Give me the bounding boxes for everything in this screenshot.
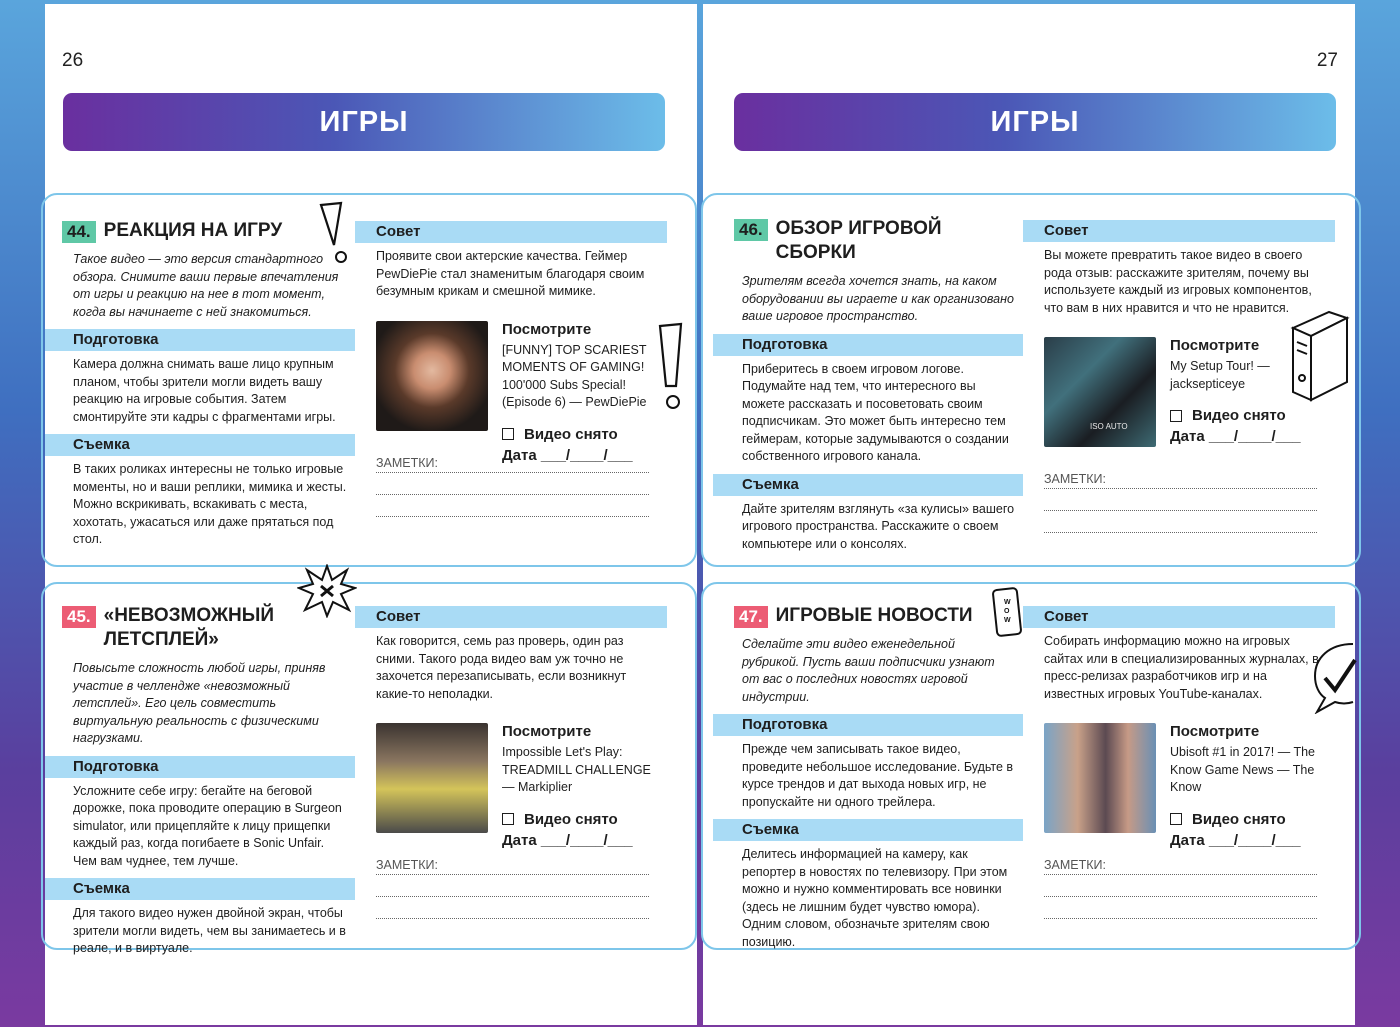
video-done-label: Видео снято bbox=[524, 425, 618, 443]
shoot-text: Делитесь информацией на камеру, как репортер в новостях по телевизору. При этом можно и нужно комментировать все новинки (здесь не лишним будет чувство юмора). Одним словом, обозначьте зрителям свою позицию. bbox=[742, 847, 1008, 949]
exclamation-icon bbox=[657, 322, 687, 414]
shoot-header: Съемка bbox=[713, 819, 1023, 841]
notes-label: ЗАМЕТКИ: bbox=[1044, 858, 1110, 872]
video-done-checkbox[interactable] bbox=[502, 426, 664, 443]
watch-title: Посмотрите bbox=[502, 723, 592, 740]
tip-header: Совет bbox=[1023, 220, 1335, 242]
watch-title: Посмотрите bbox=[1170, 337, 1260, 354]
video-done-label: Видео снято bbox=[524, 810, 618, 828]
checkbox-icon[interactable] bbox=[1170, 410, 1182, 422]
page-number-right: 27 bbox=[1316, 50, 1338, 71]
notes-label: ЗАМЕТКИ: bbox=[376, 456, 442, 470]
shoot-header: Съемка bbox=[45, 434, 355, 456]
card-intro: Зрителям всегда хочется знать, на каком оборудовании вы играете и как организовано ваше игровое пространство. bbox=[742, 274, 1014, 323]
card-title: ИГРОВЫЕ НОВОСТИ bbox=[775, 605, 973, 626]
video-thumbnail bbox=[1044, 337, 1156, 447]
watch-text: Impossible Let's Play: TREADMILL CHALLENGE — Markiplier bbox=[502, 745, 651, 794]
card-intro: Повысьте сложность любой игры, приняв участие в челлендже «невозможный летсплей». Его цель совместить виртуальную реальность с физическими нагрузками. bbox=[73, 661, 326, 745]
shoot-header: Съемка bbox=[45, 878, 355, 900]
checkbox-icon[interactable] bbox=[1170, 813, 1182, 825]
prep-header: Подготовка bbox=[45, 329, 355, 351]
card-46 bbox=[713, 217, 1335, 557]
prep-text: Прежде чем записывать такое видео, проведите небольшое исследование. Будьте в курсе трендов и дат выхода новых игр, не пропускайте ни одного трейлера. bbox=[742, 742, 1014, 809]
explosion-icon bbox=[297, 564, 357, 618]
video-thumbnail bbox=[376, 723, 488, 833]
tip-text: Проявите свои актерские качества. Геймер PewDiePie стал знаменитым благодаря своим безумным крикам и смешной мимике. bbox=[376, 249, 645, 298]
video-done-label: Видео снято bbox=[1192, 407, 1286, 424]
card-47 bbox=[713, 604, 1335, 949]
checkbox-icon[interactable] bbox=[502, 428, 514, 440]
video-thumbnail bbox=[1044, 723, 1156, 833]
tip-text: Вы можете превратить такое видео в своего рода отзыв: расскажите зрителям, почему вы используете каждый из игровых компонентов, что вам в них нравится и что не нравится. bbox=[1044, 248, 1312, 315]
card-45 bbox=[45, 604, 667, 955]
thumbnail-overlay-text: ISO AUTO bbox=[1090, 422, 1128, 431]
tip-header: Совет bbox=[355, 221, 667, 243]
shoot-text: Для такого видео нужен двойной экран, чтобы зрители могли видеть, чем вы занимаетесь и в реале, и в виртуале. bbox=[73, 906, 346, 955]
prep-header: Подготовка bbox=[45, 756, 355, 778]
page-number-left: 26 bbox=[62, 50, 84, 71]
svg-text:W: W bbox=[1004, 617, 1011, 624]
watch-title: Посмотрите bbox=[502, 320, 592, 338]
card-number: 47. bbox=[734, 606, 768, 628]
card-number: 46. bbox=[734, 219, 768, 241]
exclamation-icon bbox=[317, 201, 351, 265]
date-line: Дата ___/____/___ bbox=[502, 446, 633, 464]
notes-block bbox=[355, 853, 667, 919]
watch-text: My Setup Tour! — jacksepticeye bbox=[1170, 359, 1270, 391]
tip-header: Совет bbox=[1023, 606, 1335, 628]
section-banner-left: ИГРЫ bbox=[63, 93, 665, 151]
tip-text: Собирать информацию можно на игровых сайтах или в специализированных журналах, в пресс-релизах разработчиков игр и на известных игровых YouTube-каналах. bbox=[1044, 634, 1319, 701]
video-done-checkbox[interactable] bbox=[1170, 407, 1332, 424]
watch-text: Ubisoft #1 in 2017! — The Know Game News — The Know bbox=[1170, 745, 1315, 794]
card-intro: Такое видео — это версия стандартного обзора. Снимите ваши первые впечатления от игры и реакцию на нее в тот момент, когда вы начинаете с ней знакомиться. bbox=[73, 252, 339, 319]
date-line: Дата ___/____/___ bbox=[502, 831, 633, 849]
svg-text:W: W bbox=[1004, 599, 1011, 606]
checkmark-bubble-icon bbox=[1309, 640, 1359, 714]
card-title: «НЕВОЗМОЖНЫЙ ЛЕТСПЛЕЙ» bbox=[103, 605, 275, 650]
date-line: Дата ___/____/___ bbox=[1170, 831, 1301, 849]
notes-label: ЗАМЕТКИ: bbox=[1044, 472, 1110, 486]
right-page bbox=[703, 4, 1355, 1025]
watch-block bbox=[1023, 723, 1335, 853]
left-page bbox=[45, 4, 697, 1025]
date-line: Дата ___/____/___ bbox=[1170, 428, 1301, 445]
card-intro: Сделайте эти видео еженедельной рубрикой. Пусть ваши подписчики узнают от вас о последних новостях игровой индустрии. bbox=[742, 637, 995, 704]
tip-text: Как говорится, семь раз проверь, один раз сними. Такого рода видео вам уж точно не захочется перезаписывать, если возникнут какие-то неполадки. bbox=[376, 634, 627, 701]
video-done-checkbox[interactable] bbox=[1170, 811, 1332, 828]
computer-tower-icon bbox=[1289, 308, 1351, 404]
card-title: ОБЗОР ИГРОВОЙ СБОРКИ bbox=[775, 218, 942, 263]
shoot-header: Съемка bbox=[713, 474, 1023, 496]
watch-block bbox=[355, 723, 667, 853]
prep-text: Приберитесь в своем игровом логове. Подумайте над тем, что интересного вы можете рассказать и посоветовать своим подписчикам. Это может быть интересно тем геймерам, которые задумываются о создании собственного игрового канала. bbox=[742, 361, 1009, 463]
checkbox-icon[interactable] bbox=[502, 813, 514, 825]
shoot-text: Дайте зрителям взглянуть «за кулисы» вашего игрового пространства. Расскажите о своем компьютере или о консолях. bbox=[742, 501, 1015, 551]
watch-title: Посмотрите bbox=[1170, 723, 1260, 740]
prep-header: Подготовка bbox=[713, 714, 1023, 736]
notes-block bbox=[355, 451, 667, 517]
prep-text: Усложните себе игру: бегайте на беговой дорожке, пока проводите операцию в Surgeon simulator, или прицепляйте к лицу прищепки каждый раз, когда погибаете в Sonic Unfair. Чем вам чуднее, тем лучше. bbox=[73, 783, 342, 868]
card-number: 45. bbox=[62, 606, 96, 628]
svg-text:O: O bbox=[1004, 608, 1010, 615]
video-thumbnail bbox=[376, 321, 488, 431]
notes-block bbox=[1023, 467, 1335, 533]
card-44 bbox=[45, 219, 667, 559]
video-done-label: Видео снято bbox=[1192, 810, 1286, 828]
watch-text: [FUNNY] TOP SCARIEST MOMENTS OF GAMING! 100'000 Subs Special! (Episode 6) — PewDiePie bbox=[502, 342, 647, 409]
card-number: 44. bbox=[62, 221, 96, 243]
section-banner-right: ИГРЫ bbox=[734, 93, 1336, 151]
tip-header: Совет bbox=[355, 606, 667, 628]
notes-label: ЗАМЕТКИ: bbox=[376, 858, 442, 872]
prep-header: Подготовка bbox=[713, 334, 1023, 356]
phone-wow-icon bbox=[989, 586, 1025, 638]
shoot-text: В таких роликах интересны не только игровые моменты, но и ваши реплики, мимика и жесты. Можно вскрикивать, вскакивать с места, хохотать, ужасаться или даже прятаться под стол. bbox=[73, 462, 347, 546]
card-title: РЕАКЦИЯ НА ИГРУ bbox=[103, 220, 283, 241]
notes-block bbox=[1023, 853, 1335, 919]
video-done-checkbox[interactable] bbox=[502, 811, 664, 828]
prep-text: Камера должна снимать ваше лицо крупным планом, чтобы зрители могли видеть вашу реакцию на игровые события. Затем смонтируйте эти кадры с фрагментами игры. bbox=[73, 357, 336, 424]
